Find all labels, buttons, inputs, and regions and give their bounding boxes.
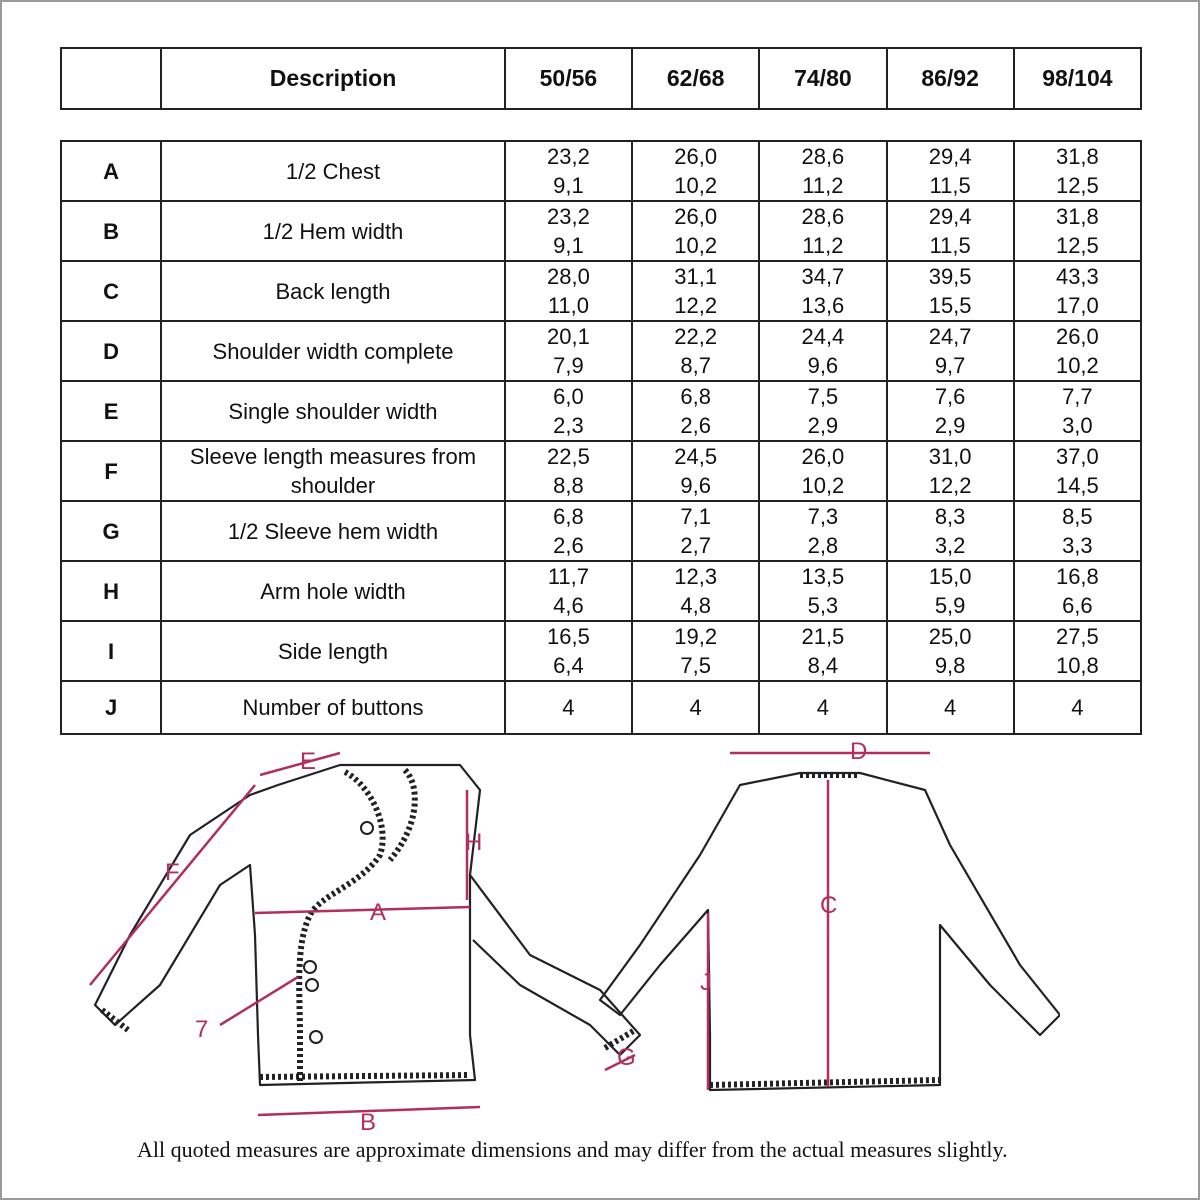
- value-cm: 28,0: [547, 264, 590, 289]
- row-letter: J: [61, 681, 161, 734]
- measurement-cell: [759, 501, 886, 561]
- measure-label-a: A: [370, 899, 387, 926]
- row-letter: G: [61, 501, 161, 561]
- value-inch: 2,7: [680, 533, 711, 558]
- value-inch: 14,5: [1055, 473, 1099, 498]
- value-inch: 11,5: [929, 173, 971, 198]
- table-row: [61, 321, 1141, 381]
- value-inch: 7,5: [680, 653, 711, 678]
- value-inch: 4,6: [553, 593, 584, 618]
- value-cm: 26,0: [674, 144, 718, 169]
- value-cm: 26,0: [674, 204, 718, 229]
- value-inch: 17,0: [1055, 293, 1099, 318]
- table-row: [61, 141, 1141, 201]
- value-inch: 5,9: [934, 593, 966, 618]
- value-cm: 19,2: [674, 624, 718, 649]
- row-letter: F: [61, 441, 161, 501]
- value-inch: 8,4: [807, 653, 839, 678]
- measure-label-d: D: [850, 738, 868, 765]
- value-inch: 11,0: [547, 293, 589, 318]
- value-inch: 9,6: [680, 473, 711, 498]
- row-letter: A: [61, 141, 161, 201]
- value-cm: 4: [816, 695, 829, 720]
- measurement-cell: [759, 561, 886, 621]
- measurement-cell: [887, 261, 1014, 321]
- measurement-cell: [759, 261, 886, 321]
- table-row: [61, 261, 1141, 321]
- row-description: Back length: [161, 261, 505, 321]
- measurement-cell: [505, 681, 632, 734]
- value-cm: 20,1: [547, 324, 590, 349]
- table-row: [61, 561, 1141, 621]
- value-cm: 26,0: [1055, 324, 1099, 349]
- measurement-cell: [887, 561, 1014, 621]
- value-cm: 16,5: [547, 624, 590, 649]
- value-cm: 22,5: [547, 444, 590, 469]
- measurement-cell: [759, 621, 886, 681]
- measure-label-h: H: [465, 829, 483, 856]
- measure-label-e: E: [300, 748, 317, 775]
- measurements-table: [60, 140, 1142, 735]
- measurement-cell: [1014, 321, 1141, 381]
- header-size: 74/80: [759, 48, 886, 109]
- value-inch: 2,6: [553, 533, 584, 558]
- value-cm: 27,5: [1055, 624, 1099, 649]
- value-cm: 7,5: [807, 384, 839, 409]
- value-inch: 2,6: [680, 413, 711, 438]
- measure-label-g: G: [617, 1044, 636, 1071]
- row-letter: D: [61, 321, 161, 381]
- measurement-cell: [505, 501, 632, 561]
- value-inch: 5,3: [807, 593, 839, 618]
- value-inch: 10,2: [674, 233, 718, 258]
- value-inch: 6,4: [553, 653, 584, 678]
- value-inch: 3,2: [934, 533, 966, 558]
- row-description: 1/2 Hem width: [161, 201, 505, 261]
- value-inch: 2,3: [553, 413, 584, 438]
- measure-marks: [90, 738, 930, 1135]
- value-inch: 10,2: [801, 473, 845, 498]
- value-cm: 25,0: [928, 624, 972, 649]
- measurement-cell: [505, 201, 632, 261]
- value-inch: 2,8: [807, 533, 839, 558]
- row-description: Side length: [161, 621, 505, 681]
- value-cm: 7,3: [807, 504, 839, 529]
- value-cm: 7,6: [934, 384, 966, 409]
- value-cm: 37,0: [1055, 444, 1099, 469]
- measurement-cell: [505, 381, 632, 441]
- row-letter: I: [61, 621, 161, 681]
- header-description: Description: [161, 48, 505, 109]
- value-cm: 22,2: [674, 324, 718, 349]
- measurement-cell: [887, 681, 1014, 734]
- value-inch: 12,2: [928, 473, 972, 498]
- measurement-cell: [632, 681, 759, 734]
- header-size: 86/92: [887, 48, 1014, 109]
- value-cm: 13,5: [801, 564, 845, 589]
- value-inch: 11,2: [802, 173, 844, 198]
- row-description: 1/2 Chest: [161, 141, 505, 201]
- measurement-cell: [887, 441, 1014, 501]
- value-cm: 4: [943, 695, 957, 720]
- value-cm: 6,8: [553, 504, 584, 529]
- measurement-cell: [887, 381, 1014, 441]
- value-inch: 12,2: [674, 293, 718, 318]
- header-size: 50/56: [505, 48, 632, 109]
- measurement-cell: [1014, 621, 1141, 681]
- value-inch: 8,8: [553, 473, 584, 498]
- value-inch: 6,6: [1062, 593, 1093, 618]
- value-inch: 15,5: [928, 293, 972, 318]
- measurement-cell: [632, 501, 759, 561]
- measurement-cell: [505, 441, 632, 501]
- value-cm: 24,5: [674, 444, 718, 469]
- measurement-cell: [1014, 201, 1141, 261]
- value-inch: 2,9: [934, 413, 966, 438]
- value-inch: 7,9: [553, 353, 584, 378]
- row-letter: C: [61, 261, 161, 321]
- value-inch: 10,2: [1055, 353, 1099, 378]
- measurement-cell: [759, 381, 886, 441]
- value-cm: 24,7: [928, 324, 972, 349]
- header-letter-cell: [61, 48, 161, 109]
- measurement-cell: [505, 261, 632, 321]
- value-inch: 12,5: [1055, 173, 1099, 198]
- value-inch: 2,9: [807, 413, 839, 438]
- value-cm: 4: [562, 695, 575, 720]
- value-cm: 4: [689, 695, 702, 720]
- value-inch: 3,3: [1062, 533, 1093, 558]
- measurement-cell: [1014, 141, 1141, 201]
- row-description: Arm hole width: [161, 561, 505, 621]
- value-cm: 43,3: [1055, 264, 1099, 289]
- measurement-cell: [1014, 381, 1141, 441]
- measurement-cell: [632, 621, 759, 681]
- value-inch: 11,2: [802, 233, 844, 258]
- measurement-cell: [1014, 561, 1141, 621]
- measurement-cell: [505, 141, 632, 201]
- measure-line-a: [255, 907, 470, 913]
- table-row: [61, 621, 1141, 681]
- row-letter: E: [61, 381, 161, 441]
- value-cm: 28,6: [801, 144, 845, 169]
- table-row: [61, 201, 1141, 261]
- row-letter: B: [61, 201, 161, 261]
- value-inch: 4,8: [680, 593, 711, 618]
- value-inch: 3,0: [1062, 413, 1093, 438]
- measure-label-i: J: [700, 969, 712, 996]
- value-inch: 9,7: [934, 353, 966, 378]
- table-row: [61, 441, 1141, 501]
- row-description: 1/2 Sleeve hem width: [161, 501, 505, 561]
- table-row: [61, 381, 1141, 441]
- value-inch: 13,6: [801, 293, 845, 318]
- front-button: [361, 822, 373, 834]
- value-cm: 12,3: [674, 564, 718, 589]
- measurement-cell: [1014, 681, 1141, 734]
- disclaimer-text: All quoted measures are approximate dimensions and may differ from the actual measures slightly.: [137, 1137, 1008, 1162]
- measure-line-j: [220, 977, 298, 1025]
- value-inch: 9,8: [934, 653, 966, 678]
- value-cm: 31,1: [674, 264, 718, 289]
- measurement-cell: [632, 141, 759, 201]
- measurement-cell: [632, 561, 759, 621]
- value-inch: 9,6: [807, 353, 839, 378]
- measure-label-b: B: [360, 1109, 377, 1135]
- value-inch: 9,1: [553, 173, 584, 198]
- front-button: [304, 961, 316, 973]
- back-garment-drawing: [600, 773, 1060, 1090]
- front-garment-drawing: [95, 765, 640, 1085]
- measurement-cell: [759, 201, 886, 261]
- measurement-cell: [505, 561, 632, 621]
- header-size: 98/104: [1014, 48, 1141, 109]
- value-inch: 10,8: [1055, 653, 1099, 678]
- value-inch: 11,5: [929, 233, 971, 258]
- measurement-cell: [759, 681, 886, 734]
- row-description: Sleeve length measures from shoulder: [161, 441, 505, 501]
- value-cm: 31,8: [1055, 144, 1099, 169]
- measurement-cell: [887, 141, 1014, 201]
- measurement-cell: [759, 441, 886, 501]
- front-button: [306, 979, 318, 991]
- measurement-cell: [887, 201, 1014, 261]
- value-inch: 9,1: [553, 233, 584, 258]
- value-inch: 10,2: [674, 173, 718, 198]
- value-cm: 11,7: [547, 564, 589, 589]
- measurement-cell: [632, 321, 759, 381]
- value-cm: 28,6: [801, 204, 845, 229]
- value-cm: 7,1: [680, 504, 711, 529]
- measurement-cell: [887, 501, 1014, 561]
- measurement-cell: [632, 201, 759, 261]
- size-header-table: [60, 47, 1142, 110]
- value-inch: 12,5: [1055, 233, 1099, 258]
- row-description: Number of buttons: [161, 681, 505, 734]
- garment-measurement-diagram: [60, 735, 1060, 1135]
- measure-label-c: C: [820, 892, 838, 919]
- measurement-cell: [1014, 441, 1141, 501]
- measurement-cell: [887, 621, 1014, 681]
- value-cm: 26,0: [801, 444, 845, 469]
- value-cm: 39,5: [928, 264, 972, 289]
- measure-label-j: 7: [195, 1016, 209, 1043]
- value-cm: 23,2: [547, 144, 590, 169]
- value-cm: 7,7: [1062, 384, 1093, 409]
- value-cm: 31,8: [1055, 204, 1099, 229]
- row-description: Shoulder width complete: [161, 321, 505, 381]
- value-cm: 16,8: [1055, 564, 1099, 589]
- measurement-cell: [632, 441, 759, 501]
- measurement-cell: [632, 381, 759, 441]
- value-cm: 6,8: [680, 384, 711, 409]
- measurement-cell: [1014, 501, 1141, 561]
- measurement-cell: [505, 321, 632, 381]
- value-cm: 21,5: [801, 624, 845, 649]
- row-description: Single shoulder width: [161, 381, 505, 441]
- measurement-cell: [887, 321, 1014, 381]
- measurement-cell: [505, 621, 632, 681]
- measure-label-f: F: [165, 859, 180, 886]
- value-cm: 23,2: [547, 204, 590, 229]
- front-button: [310, 1031, 322, 1043]
- value-cm: 8,5: [1062, 504, 1093, 529]
- value-cm: 24,4: [801, 324, 845, 349]
- value-cm: 34,7: [801, 264, 845, 289]
- value-cm: 6,0: [553, 384, 584, 409]
- header-size: 62/68: [632, 48, 759, 109]
- value-cm: 8,3: [934, 504, 966, 529]
- value-cm: 15,0: [928, 564, 972, 589]
- table-row: [61, 501, 1141, 561]
- value-cm: 29,4: [928, 204, 972, 229]
- row-letter: H: [61, 561, 161, 621]
- measurement-cell: [759, 141, 886, 201]
- table-row: [61, 681, 1141, 734]
- measurement-cell: [1014, 261, 1141, 321]
- measurement-cell: [759, 321, 886, 381]
- header-row: [61, 48, 1141, 109]
- value-inch: 8,7: [680, 353, 711, 378]
- measurement-cell: [632, 261, 759, 321]
- value-cm: 31,0: [928, 444, 972, 469]
- value-cm: 29,4: [928, 144, 972, 169]
- value-cm: 4: [1071, 695, 1084, 720]
